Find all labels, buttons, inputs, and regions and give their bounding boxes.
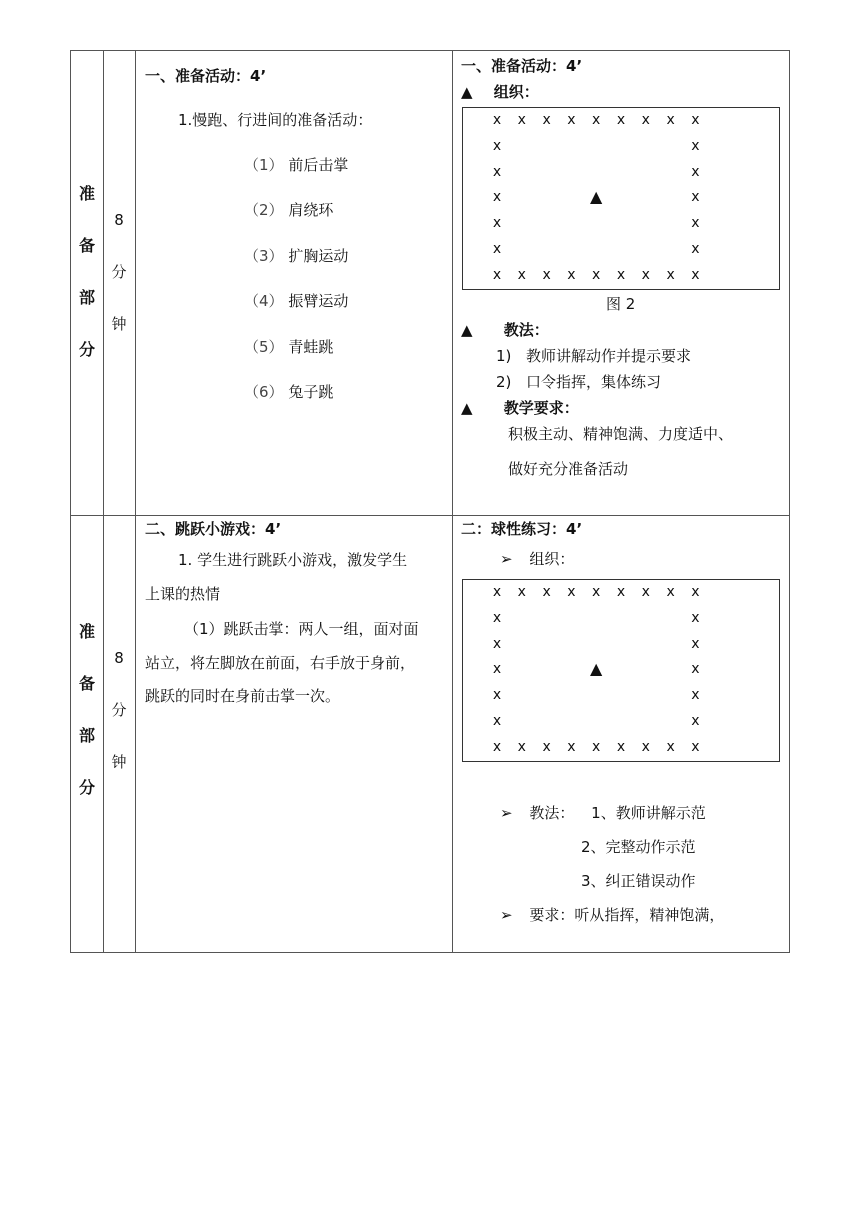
student-marker: x [592,112,601,128]
table-top-border [70,50,790,51]
student-marker: x [592,266,601,283]
student-marker: x [492,112,502,128]
student-marker: x [492,163,502,180]
table-col-divider-2 [135,50,136,953]
warmup-item: （6） 兔子跳 [244,383,334,401]
student-marker: x [691,635,700,652]
student-marker: x [616,584,626,600]
req-line: 做好充分准备活动 [508,460,629,478]
formation-diagram-1 [462,107,780,290]
student-marker: x [492,189,502,206]
student-marker: x [641,266,650,283]
student-marker: x [691,609,700,626]
game-desc-line: 上课的热情 [145,585,221,603]
student-marker: x [666,738,675,755]
game-desc-line: 1. 学生进行跳跃小游戏，激发学生 [178,551,408,569]
method-item: 2) 口令指挥，集体练习 [496,373,662,391]
student-marker: x [492,738,502,755]
teacher-marker-icon: ▲ [590,187,603,207]
student-marker: x [542,584,551,600]
student-marker: x [567,738,576,755]
table-col-divider-1 [103,50,104,953]
student-marker: x [691,189,700,206]
game-desc-line: （1）跳跃击掌：两人一组，面对面 [184,620,419,638]
row2-req-row: ➢ 要求：听从指挥，精神饱满， [500,906,725,924]
table-row-divider [70,515,790,516]
student-marker: x [691,137,700,154]
student-marker: x [691,163,700,180]
student-marker: x [691,241,700,257]
student-marker: x [592,584,601,600]
req-line: 积极主动、精神饱满、力度适中、 [508,425,734,443]
game-desc-line: 站立，将左脚放在前面，右手放于身前， [145,654,416,672]
student-marker: x [517,112,526,128]
row1-org-row: ▲ 组织： [461,83,539,101]
figure-caption: 图 2 [606,295,636,313]
arrow-bullet-icon: ➢ [500,906,513,924]
student-marker: x [492,215,502,232]
student-marker: x [616,112,626,128]
row2-section-label: 准 备 部 分 [78,622,95,797]
student-marker: x [492,241,502,257]
row2-method-item: 3、纠正错误动作 [581,872,696,890]
student-marker: x [641,584,650,600]
warmup-item: （1） 前后击掌 [244,156,349,174]
row1-req-label-row: ▲ 教学要求： [461,399,579,417]
student-marker: x [517,584,526,600]
table-right-border [789,50,790,953]
triangle-bullet-icon: ▲ [461,83,473,101]
student-marker: x [691,266,700,283]
student-marker: x [616,266,626,283]
arrow-bullet-icon: ➢ [500,550,513,568]
formation-diagram-2 [462,579,780,762]
student-marker: x [666,112,675,128]
student-marker: x [691,738,700,755]
warmup-item: （5） 青蛙跳 [244,338,334,356]
row2-right-heading: 二：球性练习：4’ [461,520,583,538]
student-marker: x [492,661,502,678]
student-marker: x [492,687,502,704]
row2-method-row: ➢ 教法： 1、教师讲解示范 [500,804,706,822]
row2-method-item: 2、完整动作示范 [581,838,696,856]
student-marker: x [691,713,700,729]
student-marker: x [666,266,675,283]
student-marker: x [542,738,551,755]
student-marker: x [492,137,502,154]
student-marker: x [592,738,601,755]
row1-left-heading: 一、准备活动：4’ [145,67,267,85]
warmup-item: （4） 振臂运动 [244,292,349,310]
student-marker: x [517,738,526,755]
student-marker: x [691,584,700,600]
student-marker: x [616,738,626,755]
student-marker: x [666,584,675,600]
student-marker: x [492,266,502,283]
student-marker: x [641,112,650,128]
student-marker: x [691,215,700,232]
student-marker: x [492,584,502,600]
arrow-bullet-icon: ➢ [500,804,513,822]
table-left-border [70,50,71,953]
method-item: 1) 教师讲解动作并提示要求 [496,347,692,365]
student-marker: x [567,266,576,283]
row2-left-heading: 二、跳跃小游戏：4’ [145,520,282,538]
table-bottom-border [70,952,790,953]
student-marker: x [691,687,700,704]
teacher-marker-icon: ▲ [590,659,603,679]
student-marker: x [641,738,650,755]
row2-org-row: ➢ 组织： [500,550,575,568]
student-marker: x [517,266,526,283]
student-marker: x [542,112,551,128]
game-desc-line: 跳跃的同时在身前击掌一次。 [145,687,341,705]
row1-method-label-row: ▲ 教法： [461,321,549,339]
triangle-bullet-icon: ▲ [461,321,473,339]
student-marker: x [691,112,700,128]
triangle-bullet-icon: ▲ [461,399,473,417]
student-marker: x [567,112,576,128]
row1-left-intro: 1.慢跑、行进间的准备活动： [178,111,373,129]
student-marker: x [492,609,502,626]
row1-right-heading: 一、准备活动：4’ [461,57,583,75]
row2-time-label: 8 分 钟 [111,649,127,771]
row1-section-label: 准 备 部 分 [78,184,95,359]
warmup-item: （2） 肩绕环 [244,201,334,219]
student-marker: x [691,661,700,678]
table-col-divider-3 [452,50,453,953]
student-marker: x [492,713,502,729]
student-marker: x [567,584,576,600]
warmup-item: （3） 扩胸运动 [244,247,349,265]
student-marker: x [492,635,502,652]
student-marker: x [542,266,551,283]
row1-time-label: 8 分 钟 [111,211,127,333]
